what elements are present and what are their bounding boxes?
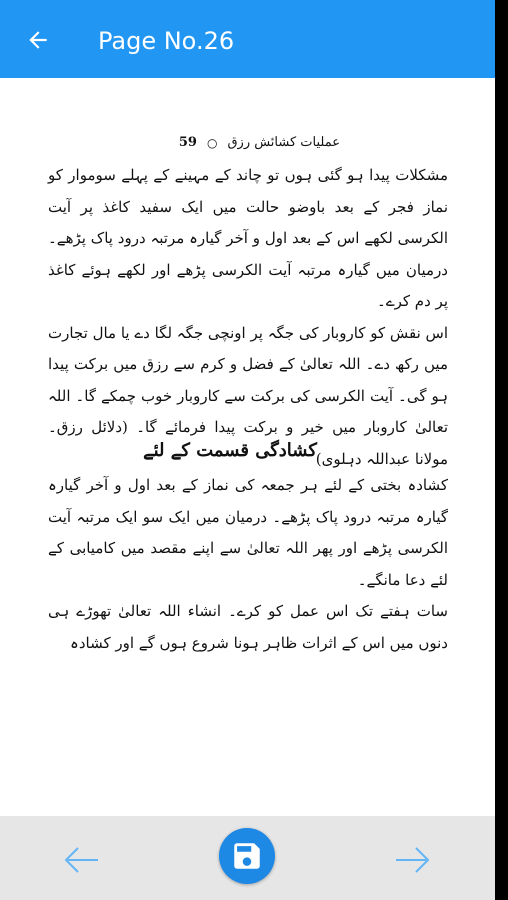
bottom-nav-bar [0,816,495,900]
app-bar [0,0,495,78]
arrow-left-icon [25,27,51,53]
arrow-left-icon [62,840,102,880]
scanned-text-block-2 [48,470,448,659]
save-button[interactable] [219,828,275,884]
paragraph-2: اس نقش کو کاروبار کی جگہ پر اونچی جگہ لگا دے یا مال تجارت میں رکھ دے۔ اللہ تعالیٰ کے فضل و کرم سے رزق میں برکت پیدا ہو گی۔ آیت الکرسی کی برکت سے کاروبار خوب چمکے گا۔ اللہ تعالیٰ کاروبار میں خیر و برکت پیدا فرمائے گا۔ (دلائل رزق۔ مولانا عبداللہ دہلوی) [48,323,448,468]
scanned-page-header-title: عملیات کشائش رزق [227,135,340,150]
arrow-right-icon [392,840,432,880]
scanned-text-block-1 [48,160,448,475]
next-page-button[interactable] [392,840,432,880]
previous-page-button[interactable] [62,840,102,880]
scanned-page-header [140,135,340,150]
back-button[interactable] [22,24,54,56]
paragraph-4: سات ہفتے تک اس عمل کو کرے۔ انشاء اللہ تعالیٰ تھوڑے ہی دنوں میں اس کے اثرات ظاہر ہونا شروع ہوں گے اور کشادہ [48,602,448,652]
paragraph-1: مشکلات پیدا ہو گئی ہوں تو چاند کے مہینے کے پہلے سوموار کو نماز فجر کے بعد باوضو حالت میں ایک سفید کاغذ پر آیت الکرسی لکھے اس کے بعد اول و آخر گیارہ مرتبہ درود پاک پڑھے۔ درمیان میں گیارہ مرتبہ آیت الکرسی پڑھے اور لکھے ہوئے کاغذ پر دم کرے۔ [48,166,448,310]
circle-icon: ○ [206,135,218,150]
floppy-disk-icon [230,839,264,873]
scanned-page-number: 59 [178,135,197,150]
paragraph-3: کشادہ بختی کے لئے ہر جمعہ کی نماز کے بعد اول و آخر گیارہ گیارہ مرتبہ درود پاک پڑھے۔ درمیان میں ایک سو ایک مرتبہ آیت الکرسی پڑھے اور پھر اللہ تعالیٰ سے اپنے مقصد میں کامیابی کے لئے دعا مانگے۔ [48,476,448,589]
section-heading: کشادگی قسمت کے لئے [143,440,317,461]
page-title: Page No.26 [98,27,235,55]
